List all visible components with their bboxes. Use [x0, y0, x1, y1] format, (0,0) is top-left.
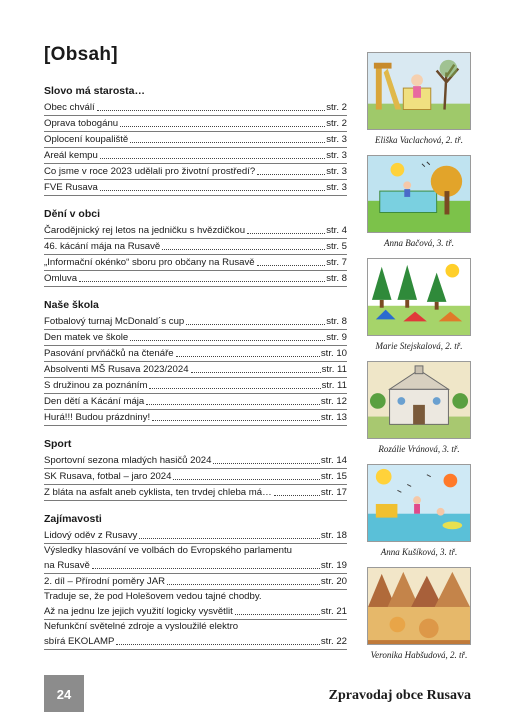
page-number: 24 [44, 675, 84, 712]
entry-page: str. 11 [321, 364, 347, 375]
entry-page: str. 9 [326, 332, 347, 343]
drawing-caption: Rozálie Vránová, 3. tř. [378, 444, 460, 454]
entry-page: str. 19 [320, 560, 347, 571]
toc-entry[interactable] [44, 574, 347, 590]
toc-entry[interactable] [44, 394, 347, 410]
toc-entry[interactable] [44, 362, 347, 378]
section-heading: Slovo má starosta… [44, 85, 145, 97]
toc-entry[interactable] [44, 469, 347, 485]
entry-title-continued: na Rusavě [44, 560, 90, 571]
leader-dots [191, 372, 321, 373]
entry-title: Obec chválí [44, 102, 95, 113]
entry-title: Omluva [44, 273, 78, 284]
leader-dots [146, 404, 320, 405]
table-of-contents [44, 84, 347, 661]
entry-title: Oplocení koupaliště [44, 134, 129, 145]
drawings-gallery [367, 52, 471, 670]
entry-page: str. 8 [326, 273, 347, 284]
leader-dots [274, 495, 320, 496]
toc-entry[interactable] [44, 132, 347, 148]
leader-dots [186, 324, 325, 325]
leader-dots [130, 142, 325, 143]
entry-page: str. 2 [326, 118, 347, 129]
section-heading: Sport [44, 438, 72, 450]
toc-section [44, 298, 347, 426]
toc-entry[interactable] [44, 255, 347, 271]
toc-entry[interactable] [44, 620, 347, 650]
entry-page: str. 3 [326, 182, 347, 193]
leader-dots [176, 356, 320, 357]
section-heading: Naše škola [44, 299, 99, 311]
entry-page: str. 14 [320, 455, 347, 466]
entry-page: str. 13 [320, 412, 347, 423]
toc-entry[interactable] [44, 453, 347, 469]
entry-title: Pasování prvňáčků na čtenáře [44, 348, 174, 359]
toc-entry[interactable] [44, 410, 347, 426]
leader-dots [247, 233, 325, 234]
leader-dots [97, 110, 326, 111]
entry-title: Nefunkční světelné zdroje a vysloužilé elektro [44, 621, 239, 632]
drawing-playground [367, 52, 471, 130]
drawing-caption: Anna Kušíková, 3. tř. [380, 547, 458, 557]
drawing-caption: Anna Bačová, 3. tř. [384, 238, 454, 248]
toc-entry[interactable] [44, 590, 347, 620]
entry-page: str. 3 [326, 166, 347, 177]
entry-title: Co jsme v roce 2023 udělali pro životní prostředí? [44, 166, 256, 177]
toc-entry[interactable] [44, 239, 347, 255]
entry-title: Absolventi MŠ Rusava 2023/2024 [44, 364, 189, 375]
entry-title: 46. kácání mája na Rusavě [44, 241, 161, 252]
entry-title: Z bláta na asfalt aneb cyklista, ten trvdej chleba má… [44, 487, 272, 498]
toc-entry[interactable] [44, 148, 347, 164]
drawing-pool [367, 155, 471, 233]
entry-title: Výsledky hlasování ve volbách do Evropského parlamentu [44, 545, 292, 556]
entry-title: Den matek ve škole [44, 332, 129, 343]
toc-entry[interactable] [44, 164, 347, 180]
toc-entry[interactable] [44, 223, 347, 239]
toc-entry[interactable] [44, 100, 347, 116]
toc-entry[interactable] [44, 271, 347, 287]
toc-entry[interactable] [44, 544, 347, 574]
leader-dots [162, 249, 325, 250]
leader-dots [130, 340, 325, 341]
entry-title: „Informační okénko“ sboru pro občany na Rusavě [44, 257, 255, 268]
entry-title: Sportovní sezona mladých hasičů 2024 [44, 455, 212, 466]
entry-page: str. 10 [320, 348, 347, 359]
leader-dots [120, 126, 325, 127]
entry-title-continued: Až na jednu lze jejich využití logicky vysvětlit [44, 606, 233, 617]
entry-page: str. 12 [320, 396, 347, 407]
toc-section [44, 437, 347, 501]
drawing-mountains [367, 567, 471, 645]
drawing-caption: Marie Stejskalová, 2. tř. [375, 341, 463, 351]
leader-dots [257, 265, 326, 266]
leader-dots [100, 190, 325, 191]
entry-page: str. 11 [321, 380, 347, 391]
leader-dots [100, 158, 325, 159]
toc-entry[interactable] [44, 180, 347, 196]
entry-page: str. 7 [326, 257, 347, 268]
leader-dots [173, 479, 319, 480]
toc-entry[interactable] [44, 485, 347, 501]
entry-page: str. 5 [326, 241, 347, 252]
drawing-summer [367, 464, 471, 542]
entry-title: Traduje se, že pod Holešovem vedou tajné chodby. [44, 591, 262, 602]
toc-entry[interactable] [44, 330, 347, 346]
toc-entry[interactable] [44, 528, 347, 544]
leader-dots [92, 568, 320, 569]
entry-title: Hurá!!! Budou prázdniny! [44, 412, 151, 423]
drawing-chapel [367, 361, 471, 439]
entry-page: str. 20 [320, 576, 347, 587]
entry-title: FVE Rusava [44, 182, 98, 193]
entry-page: str. 22 [320, 636, 347, 647]
toc-section [44, 84, 347, 196]
drawing-forest [367, 258, 471, 336]
entry-page: str. 18 [320, 530, 347, 541]
section-heading: Dění v obci [44, 208, 101, 220]
entry-page: str. 2 [326, 102, 347, 113]
entry-title: 2. díl – Přírodní poměry JAR [44, 576, 166, 587]
entry-page: str. 3 [326, 150, 347, 161]
leader-dots [167, 584, 320, 585]
drawing-caption: Eliška Vaclachová, 2. tř. [375, 135, 463, 145]
toc-entry[interactable] [44, 116, 347, 132]
leader-dots [149, 388, 320, 389]
drawing-caption: Veronika Habšudová, 2. tř. [370, 650, 468, 660]
entry-page: str. 8 [326, 316, 347, 327]
leader-dots [235, 614, 320, 615]
entry-page: str. 4 [326, 225, 347, 236]
leader-dots [257, 174, 325, 175]
entry-title: SK Rusava, fotbal – jaro 2024 [44, 471, 172, 482]
section-heading: Zajímavosti [44, 513, 102, 525]
page-title: [Obsah] [44, 44, 118, 65]
entry-title: Den dětí a Kácání mája [44, 396, 145, 407]
leader-dots [139, 538, 320, 539]
entry-title: Oprava tobogánu [44, 118, 119, 129]
entry-page: str. 17 [320, 487, 347, 498]
entry-title: Lidový oděv z Rusavy [44, 530, 138, 541]
toc-entry[interactable] [44, 314, 347, 330]
leader-dots [79, 281, 325, 282]
entry-page: str. 3 [326, 134, 347, 145]
toc-section [44, 512, 347, 650]
toc-entry[interactable] [44, 378, 347, 394]
toc-entry[interactable] [44, 346, 347, 362]
leader-dots [152, 420, 320, 421]
entry-title: Areál kempu [44, 150, 98, 161]
entry-title: Čarodějnický rej letos na jedničku s hvězdičkou [44, 225, 246, 236]
toc-section [44, 207, 347, 287]
entry-title-continued: sbírá EKOLAMP [44, 636, 115, 647]
entry-title: S družinou za poznáním [44, 380, 148, 391]
entry-page: str. 21 [320, 606, 347, 617]
entry-title: Fotbalový turnaj McDonald´s cup [44, 316, 185, 327]
leader-dots [116, 644, 319, 645]
publication-title: Zpravodaj obce Rusava [328, 688, 471, 703]
leader-dots [213, 463, 319, 464]
entry-page: str. 15 [320, 471, 347, 482]
